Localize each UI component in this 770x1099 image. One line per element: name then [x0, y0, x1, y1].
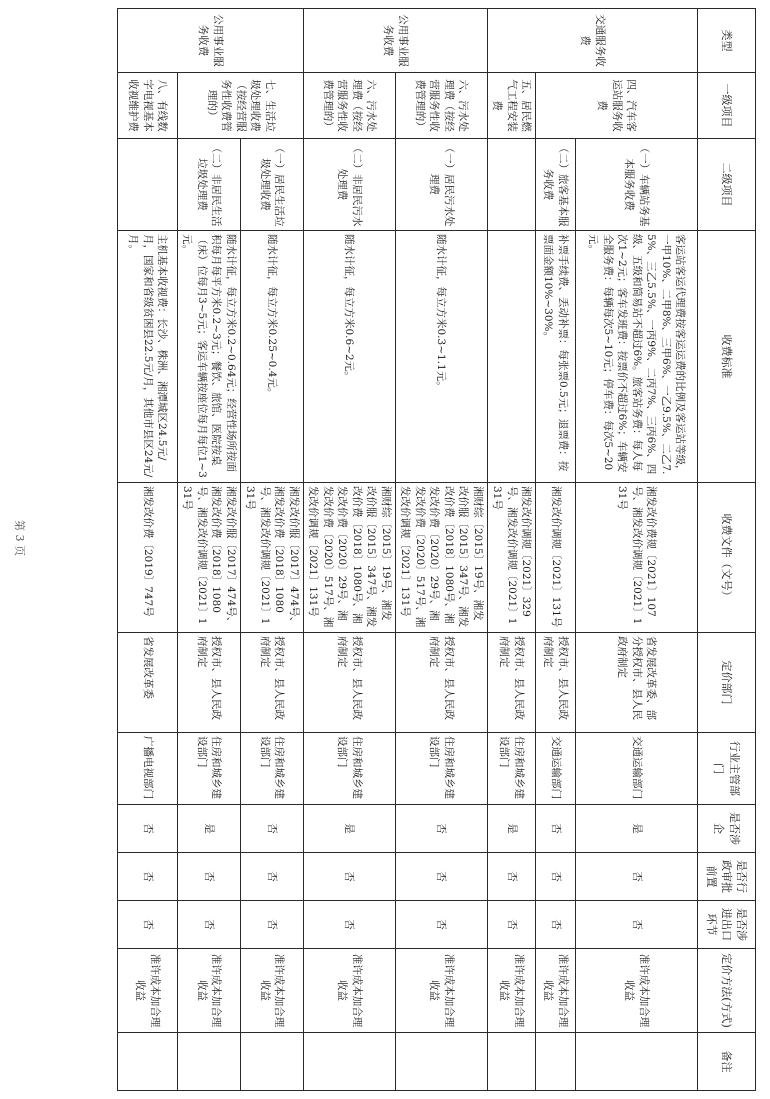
table-row [117, 9, 177, 1091]
pricing-method-cell: 准许成本加合理收益 [395, 949, 487, 1033]
pricing-dept-cell: 授权市、县人民政府制定 [395, 633, 487, 733]
standard-cell: 随水计征，每立方米0.25~0.4元。 [240, 231, 303, 483]
pricing-method-cell: 准许成本加合理收益 [576, 949, 698, 1033]
level1-cell: 四、汽车客运站服务收费 [536, 73, 698, 139]
remark-cell [117, 1033, 177, 1091]
remark-cell [303, 1033, 395, 1091]
table-row [536, 9, 576, 1091]
document-cell: 湘发改价调规〔2021〕329号、湘发改价调规〔2021〕131号 [487, 483, 535, 633]
level2-cell [487, 139, 535, 231]
admin-approval-cell: 否 [303, 853, 395, 901]
industry-dept-cell: 住房和城乡建设部门 [487, 733, 535, 805]
table-row [487, 9, 535, 1091]
document-cell: 湘发改价费〔2019〕747号 [117, 483, 177, 633]
level1-cell: 六、污水处理费（按经营服务性收费管理的） [395, 73, 487, 139]
admin-approval-cell: 否 [177, 853, 240, 901]
pricing-dept-cell: 授权市、县人民政府制定 [303, 633, 395, 733]
standard-cell: 随水计征，每立方米0.3~1.1元。 [395, 231, 487, 483]
import-export-cell: 否 [117, 901, 177, 949]
admin-approval-cell: 否 [117, 853, 177, 901]
pricing-method-cell: 准许成本加合理收益 [536, 949, 576, 1033]
import-export-cell: 否 [177, 901, 240, 949]
enterprise-cell: 是 [576, 805, 698, 853]
industry-dept-cell: 住房和城乡建设部门 [395, 733, 487, 805]
header-pricing-dept: 定价部门 [698, 633, 756, 733]
header-type: 类型 [698, 9, 756, 73]
import-export-cell: 否 [576, 901, 698, 949]
import-export-cell: 否 [487, 901, 535, 949]
standard-cell: 客运站客运代理费按客运运费的比例及客运站等级，一甲10%、二甲8%、三甲6%、一乙9.5%、二乙7.5%、三乙5.5%、一丙9%、二丙7%、三丙6%、四级、五级和简易站不超过6%。旅客站务费：每人每次1~2元；客车发班费：按票价不超过6%；车辆安全服务费：每辆每次5~10元；停车费：每次5~20元。 [576, 231, 698, 483]
pricing-dept-cell: 授权市、县人民政府制定 [487, 633, 535, 733]
industry-dept-cell: 住房和城乡建设部门 [303, 733, 395, 805]
enterprise-cell: 是 [303, 805, 395, 853]
level1-cell: 五、居民燃气工程安装费 [487, 73, 535, 139]
import-export-cell: 否 [536, 901, 576, 949]
table-row [177, 9, 240, 1091]
document-cell: 湘财综〔2015〕19号、湘发改价服〔2015〕347号、湘发改价费〔2018〕1080号、湘发改价费〔2020〕29号、湘发改价费〔2020〕517号、湘发改价调规〔2021〕131号 [303, 483, 395, 633]
standard-cell: 随水计征，每立方米0.6~2元。 [303, 231, 395, 483]
level2-cell: （一）居民污水处理费 [395, 139, 487, 231]
level2-cell: （一）车辆站务基本服务收费 [576, 139, 698, 231]
level1-cell: 六、污水处理费（按经营服务性收费管理的） [303, 73, 395, 139]
pricing-method-cell: 准许成本加合理收益 [177, 949, 240, 1033]
pricing-dept-cell: 省发展改革委、部分授权市、县人民政府制定 [576, 633, 698, 733]
header-enterprise: 是否涉企 [698, 805, 756, 853]
type-cell: 公用事业服务收费 [303, 9, 487, 73]
document-cell: 湘发改价费规〔2021〕107号、湘发改价调规〔2021〕131号 [576, 483, 698, 633]
remark-cell [177, 1033, 240, 1091]
header-standard: 收费标准 [698, 231, 756, 483]
level1-cell: 八、有线数字电视基本收视维护费 [117, 73, 177, 139]
header-pricing-method: 定价方法(方式) [698, 949, 756, 1033]
header-level2: 二级项目 [698, 139, 756, 231]
remark-cell [240, 1033, 303, 1091]
remark-cell [536, 1033, 576, 1091]
pricing-dept-cell: 授权市、县人民政府制定 [240, 633, 303, 733]
admin-approval-cell: 否 [240, 853, 303, 901]
import-export-cell: 否 [303, 901, 395, 949]
document-cell: 湘发改价服〔2017〕474号、湘发改价费〔2018〕1080号、湘发改价调规〔2021〕131号 [240, 483, 303, 633]
admin-approval-cell: 否 [395, 853, 487, 901]
enterprise-cell: 是 [177, 805, 240, 853]
pricing-method-cell: 准许成本加合理收益 [240, 949, 303, 1033]
import-export-cell: 否 [240, 901, 303, 949]
type-cell: 交通服务收费 [487, 9, 697, 73]
admin-approval-cell: 否 [487, 853, 535, 901]
header-remark: 备注 [698, 1033, 756, 1091]
admin-approval-cell: 否 [576, 853, 698, 901]
pricing-dept-cell: 授权市、县人民政府制定 [536, 633, 576, 733]
admin-approval-cell: 否 [536, 853, 576, 901]
industry-dept-cell: 住房和城乡建设部门 [240, 733, 303, 805]
enterprise-cell: 否 [536, 805, 576, 853]
standard-cell: 主机基本收视费：长沙、株洲、湘潭城区24.5元/月，国家和省级贫困县22.5元/月，其他市县区24元/月。 [117, 231, 177, 483]
remark-cell [576, 1033, 698, 1091]
fee-table [117, 8, 756, 1091]
industry-dept-cell: 住房和城乡建设部门 [177, 733, 240, 805]
industry-dept-cell: 广播电视部门 [117, 733, 177, 805]
level2-cell: （二）非居民生活垃圾处理费 [177, 139, 240, 231]
level2-cell: （一）居民生活垃圾处理收费 [240, 139, 303, 231]
header-level1: 一级项目 [698, 73, 756, 139]
pricing-method-cell: 准许成本加合理收益 [303, 949, 395, 1033]
page-number: 第 3 页 [13, 520, 26, 556]
table-row [240, 9, 303, 1091]
table-row [303, 9, 395, 1091]
pricing-dept-cell: 省发展改革委 [117, 633, 177, 733]
industry-dept-cell: 交通运输部门 [576, 733, 698, 805]
table-row [395, 9, 487, 1091]
pricing-method-cell: 准许成本加合理收益 [117, 949, 177, 1033]
standard-cell: 随水计征，每立方米0.2~0.64元；经营性场所按面积每月每平方米0.2~3元；餐饮、旅馆、医院按桌（床）位每月3~5元；客运车辆按座位每月每位1~3元。 [177, 231, 240, 483]
pricing-dept-cell: 授权市、县人民政府制定 [177, 633, 240, 733]
header-row [698, 9, 756, 1091]
level2-cell: （二）旅客基本服务收费 [536, 139, 576, 231]
pricing-method-cell: 准许成本加合理收益 [487, 949, 535, 1033]
level2-cell [117, 139, 177, 231]
type-cell: 公用事业服务收费 [117, 9, 303, 73]
header-admin-approval: 是否行政审批前置 [698, 853, 756, 901]
level1-cell: 七、生活垃圾处理收费（按经营服务性收费管理的） [177, 73, 303, 139]
table-row [576, 9, 698, 1091]
remark-cell [395, 1033, 487, 1091]
header-document: 收费文件（文号） [698, 483, 756, 633]
enterprise-cell: 是 [487, 805, 535, 853]
level2-cell: （二）非居民污水处理费 [303, 139, 395, 231]
enterprise-cell: 否 [395, 805, 487, 853]
enterprise-cell: 否 [240, 805, 303, 853]
header-industry-dept: 行业主管部门 [698, 733, 756, 805]
import-export-cell: 否 [395, 901, 487, 949]
document-cell: 湘发改价服〔2017〕474号、湘发改价费〔2018〕1080号、湘发改价调规〔2021〕131号 [177, 483, 240, 633]
document-cell: 湘发改价调规〔2021〕131号 [536, 483, 576, 633]
remark-cell [487, 1033, 535, 1091]
header-import-export: 是否涉进出口环节 [698, 901, 756, 949]
enterprise-cell: 否 [117, 805, 177, 853]
industry-dept-cell: 交通运输部门 [536, 733, 576, 805]
standard-cell: 补票手续费、丢动补票：每张票0.5元；退票费：按票面金额10%~30%。 [536, 231, 576, 483]
standard-cell [487, 231, 535, 483]
document-cell: 湘财综〔2015〕19号、湘发改价服〔2015〕347号、湘发改价费〔2018〕1080号、湘发改价费〔2020〕29号、湘发改价费〔2020〕517号、湘发改价调规〔2021〕131号 [395, 483, 487, 633]
